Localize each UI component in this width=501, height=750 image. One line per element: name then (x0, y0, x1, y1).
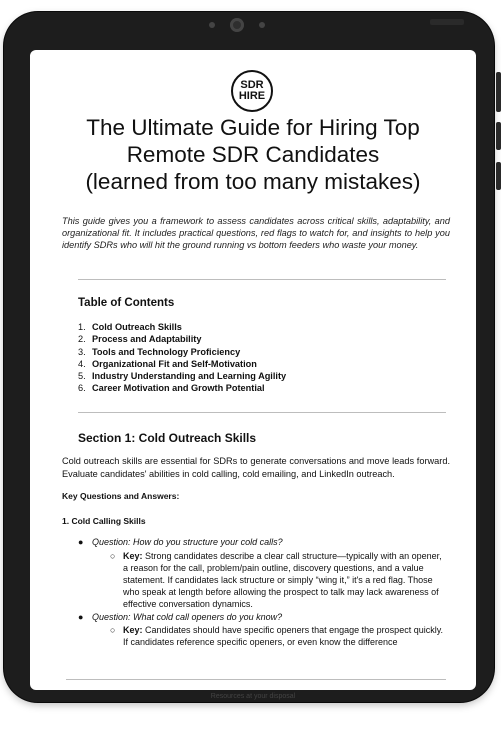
bullet-icon: ● (78, 537, 84, 547)
title-line-3: (learned from too many mistakes) (85, 169, 421, 194)
tablet-frame (4, 12, 494, 702)
toc-item[interactable]: 4. Organizational Fit and Self-Motivation (78, 358, 257, 369)
title-line-2: Remote SDR Candidates (126, 142, 380, 167)
key-label: Key: (123, 551, 143, 561)
intro-paragraph: This guide gives you a framework to assess candidates across critical skills, adaptability, and organizational fit. It includes practical questions, red flags to watch for, and insights to help you identify SDRs who will hit the ground running vs bottom feeders who waste your money. (62, 216, 450, 250)
document-page[interactable] (30, 50, 476, 700)
toc-heading: Table of Contents (78, 297, 175, 309)
side-button (496, 72, 501, 112)
circle-bullet-icon: ○ (110, 551, 116, 561)
toc-item[interactable]: 1. Cold Outreach Skills (78, 322, 182, 332)
sensor-dot (259, 22, 265, 28)
question-item: ● Question: How do you structure your cold calls? (78, 537, 283, 547)
volume-up-button (496, 122, 501, 150)
divider (78, 279, 446, 280)
camera-icon (230, 18, 244, 32)
toc-item[interactable]: 3. Tools and Technology Proficiency (78, 346, 241, 357)
subsection-heading: 1. Cold Calling Skills (62, 516, 146, 526)
logo-line-1: SDR (240, 79, 264, 91)
power-button (430, 19, 464, 25)
question-item: ● Question: What cold call openers do you know? (78, 612, 283, 622)
page-footer: Resources at your disposal (210, 693, 296, 700)
footer-divider (66, 679, 446, 680)
title-line-1: The Ultimate Guide for Hiring Top (86, 115, 420, 140)
table-of-contents (78, 321, 286, 395)
volume-down-button (496, 162, 501, 190)
sensor-dot (209, 22, 215, 28)
toc-item[interactable]: 5. Industry Understanding and Learning Agility (78, 371, 287, 382)
section-intro: Cold outreach skills are essential for SDRs to generate conversations and move leads forward. Evaluate candidates' abilities in cold calling, cold emailing, and LinkedIn outreach. (62, 456, 450, 479)
toc-item[interactable]: 6. Career Motivation and Growth Potential (78, 383, 265, 394)
key-label: Key: (123, 625, 143, 635)
document-title (30, 114, 476, 195)
divider (78, 412, 446, 413)
logo-line-2: HIRE (238, 90, 266, 102)
sdr-hire-logo (231, 70, 273, 112)
circle-bullet-icon: ○ (110, 625, 116, 635)
bullet-icon: ● (78, 612, 84, 622)
section-heading: Section 1: Cold Outreach Skills (78, 431, 257, 445)
answer-text: Strong candidates describe a clear call structure—typically with an opener, a reason for the call, problem/pain outline, discovery questions, and a value statement. If candidates lack structure or simply “wing it,” it's a red flag. Those who speak at length before allowing the prospect to talk may lack awareness of effective conversation dynamics. (123, 551, 442, 609)
answer-text: Candidates should have specific openers that engage the prospect quickly. If candidates reference specific openers, or even know the difference (123, 625, 444, 647)
answer-item (110, 624, 447, 648)
toc-item[interactable]: 2. Process and Adaptability (78, 334, 202, 345)
key-questions-heading: Key Questions and Answers: (62, 491, 180, 501)
answer-item (110, 550, 447, 610)
